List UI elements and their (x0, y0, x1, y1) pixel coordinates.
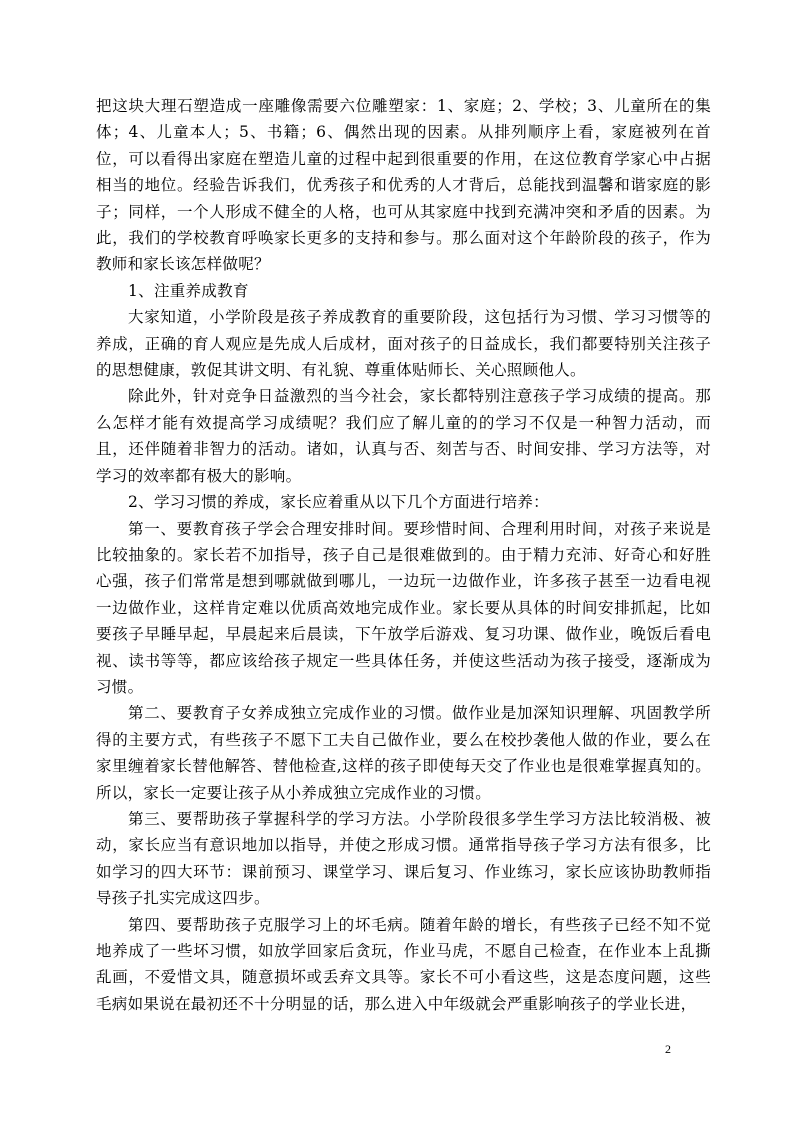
paragraph-habit-education: 大家知道，小学阶段是孩子养成教育的重要阶段，这包括行为习惯、学习习惯等的养成，正确的育人观应是先成人后成材，面对孩子的日益成长，我们都要特别关注孩子的思想健康，敦促其讲文明、有礼貌、尊重体贴师长、关心照顾他人。 (96, 308, 711, 380)
paragraph-point-three: 第三、要帮助孩子掌握科学的学习方法。小学阶段很多学生学习方法比较消极、被动，家长应当有意识地加以指导，并使之形成习惯。通常指导孩子学习方法有很多，比如学习的四大环节：课前预习、课堂学习、课后复习、作业练习，家长应该协助教师指导孩子扎实完成这四步。 (96, 809, 711, 908)
paragraph-point-one: 第一、要教育孩子学会合理安排时间。要珍惜时间、合理利用时间，对孩子来说是比较抽象的。家长若不加指导，孩子自己是很难做到的。由于精力充沛、好奇心和好胜心强，孩子们常常是想到哪就做到哪儿，一边玩一边做作业，许多孩子甚至一边看电视一边做作业，这样肯定难以优质高效地完成作业。家长要从具体的时间安排抓起，比如要孩子早睡早起，早晨起来后晨读，下午放学后游戏、复习功课、做作业，晚饭后看电视、读书等等，都应该给孩子规定一些具体任务，并使这些活动为孩子接受，逐渐成为习惯。 (96, 519, 711, 696)
paragraph-study-results: 除此外，针对竞争日益激烈的当今社会，家长都特别注意孩子学习成绩的提高。那么怎样才能有效提高学习成绩呢？我们应了解儿童的的学习不仅是一种智力活动，而且，还伴随着非智力的活动。诸如，认真与否、刻苦与否、时间安排、学习方法等，对学习的效率都有极大的影响。 (96, 387, 711, 485)
paragraph-intro: 把这块大理石塑造成一座雕像需要六位雕塑家：1、家庭；2、学校；3、儿童所在的集体；4、儿童本人；5、书籍；6、偶然出现的因素。从排列顺序上看，家庭被列在首位，可以看得出家庭在塑造儿童的过程中起到很重要的作用，在这位教育学家心中占据相当的地位。经验告诉我们，优秀孩子和优秀的人才背后，总能找到温馨和谐家庭的影子；同样，一个人形成不健全的人格，也可从其家庭中找到充满冲突和矛盾的因素。为此，我们的学校教育呼唤家长更多的支持和参与。那么面对这个年龄阶段的孩子，作为教师和家长该怎样做呢？ (96, 97, 711, 274)
page-number: 2 (665, 1042, 671, 1056)
section-heading-study-habits: 2、学习习惯的养成，家长应着重从以下几个方面进行培养： (128, 493, 549, 512)
document-body (96, 93, 711, 1017)
paragraph-point-two: 第二、要教育子女养成独立完成作业的习惯。做作业是加深知识理解、巩固教学所得的主要方式，有些孩子不愿下工夫自己做作业，要么在校抄袭他人做的作业，要么在家里缠着家长替他解答、替他检查,这样的孩子即使每天交了作业也是很难掌握真知的。所以，家长一定要让孩子从小养成独立完成作业的习惯。 (96, 704, 711, 802)
paragraph-point-four: 第四、要帮助孩子克服学习上的坏毛病。随着年龄的增长，有些孩子已经不知不觉地养成了一些坏习惯，如放学回家后贪玩，作业马虎，不愿自己检查，在作业本上乱撕乱画，不爱惜文具，随意损坏或丢弃文具等。家长不可小看这些，这是态度问题，这些毛病如果说在最初还不十分明显的话，那么进入中年级就会严重影响孩子的学业长进， (96, 915, 711, 1013)
section-heading-habit-education: 1、注重养成教育 (128, 281, 249, 300)
